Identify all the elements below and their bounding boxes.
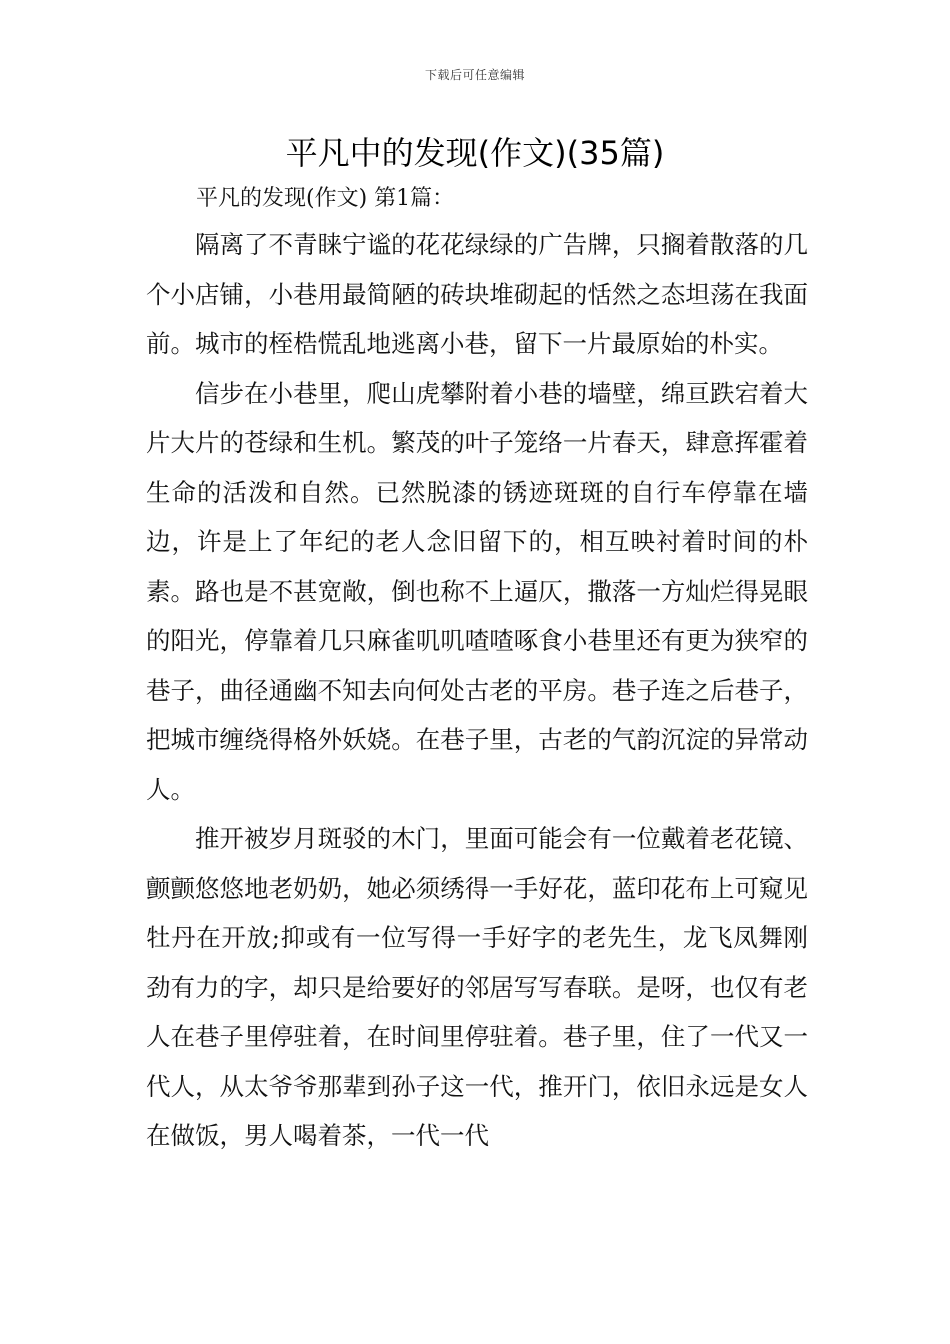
paragraph-3: 推开被岁月斑驳的木门，里面可能会有一位戴着老花镜、颤颤悠悠地老奶奶，她必须绣得一手好花，蓝印花布上可窥见牡丹在开放;抑或有一位写得一手好字的老先生，龙飞凤舞刚劲有力的字，却只是给要好的邻居写写春联。是呀，也仅有老人在巷子里停驻着，在时间里停驻着。巷子里，住了一代又一代人，从太爷爷那辈到孙子这一代，推开门，依旧永远是女人在做饭，男人喝着茶，一代一代 xyxy=(146,824,808,1150)
section-heading: 平凡的发现(作文) 第1篇： xyxy=(196,186,455,211)
article-body xyxy=(146,220,808,1161)
paragraph-1: 隔离了不青睐宁谧的花花绿绿的广告牌，只搁着散落的几个小店铺，小巷用最简陋的砖块堆砌起的恬然之态坦荡在我面前。城市的桎梏慌乱地逃离小巷，留下一片最原始的朴实。 xyxy=(146,230,808,358)
document-title: 平凡中的发现(作文)(35篇) xyxy=(285,134,665,172)
paragraph-2: 信步在小巷里，爬山虎攀附着小巷的墙壁，绵亘跌宕着大片大片的苍绿和生机。繁茂的叶子笼络一片春天，肆意挥霍着生命的活泼和自然。已然脱漆的锈迹斑斑的自行车停靠在墙边，许是上了年纪的老人念旧留下的，相互映衬着时间的朴素。路也是不甚宽敞，倒也称不上逼仄，撒落一方灿烂得晃眼的阳光，停靠着几只麻雀叽叽喳喳啄食小巷里还有更为狭窄的巷子，曲径通幽不知去向何处古老的平房。巷子连之后巷子，把城市缠绕得格外妖娆。在巷子里，古老的气韵沉淀的异常动人。 xyxy=(146,378,808,804)
header-note: 下载后可任意编辑 xyxy=(424,68,525,82)
